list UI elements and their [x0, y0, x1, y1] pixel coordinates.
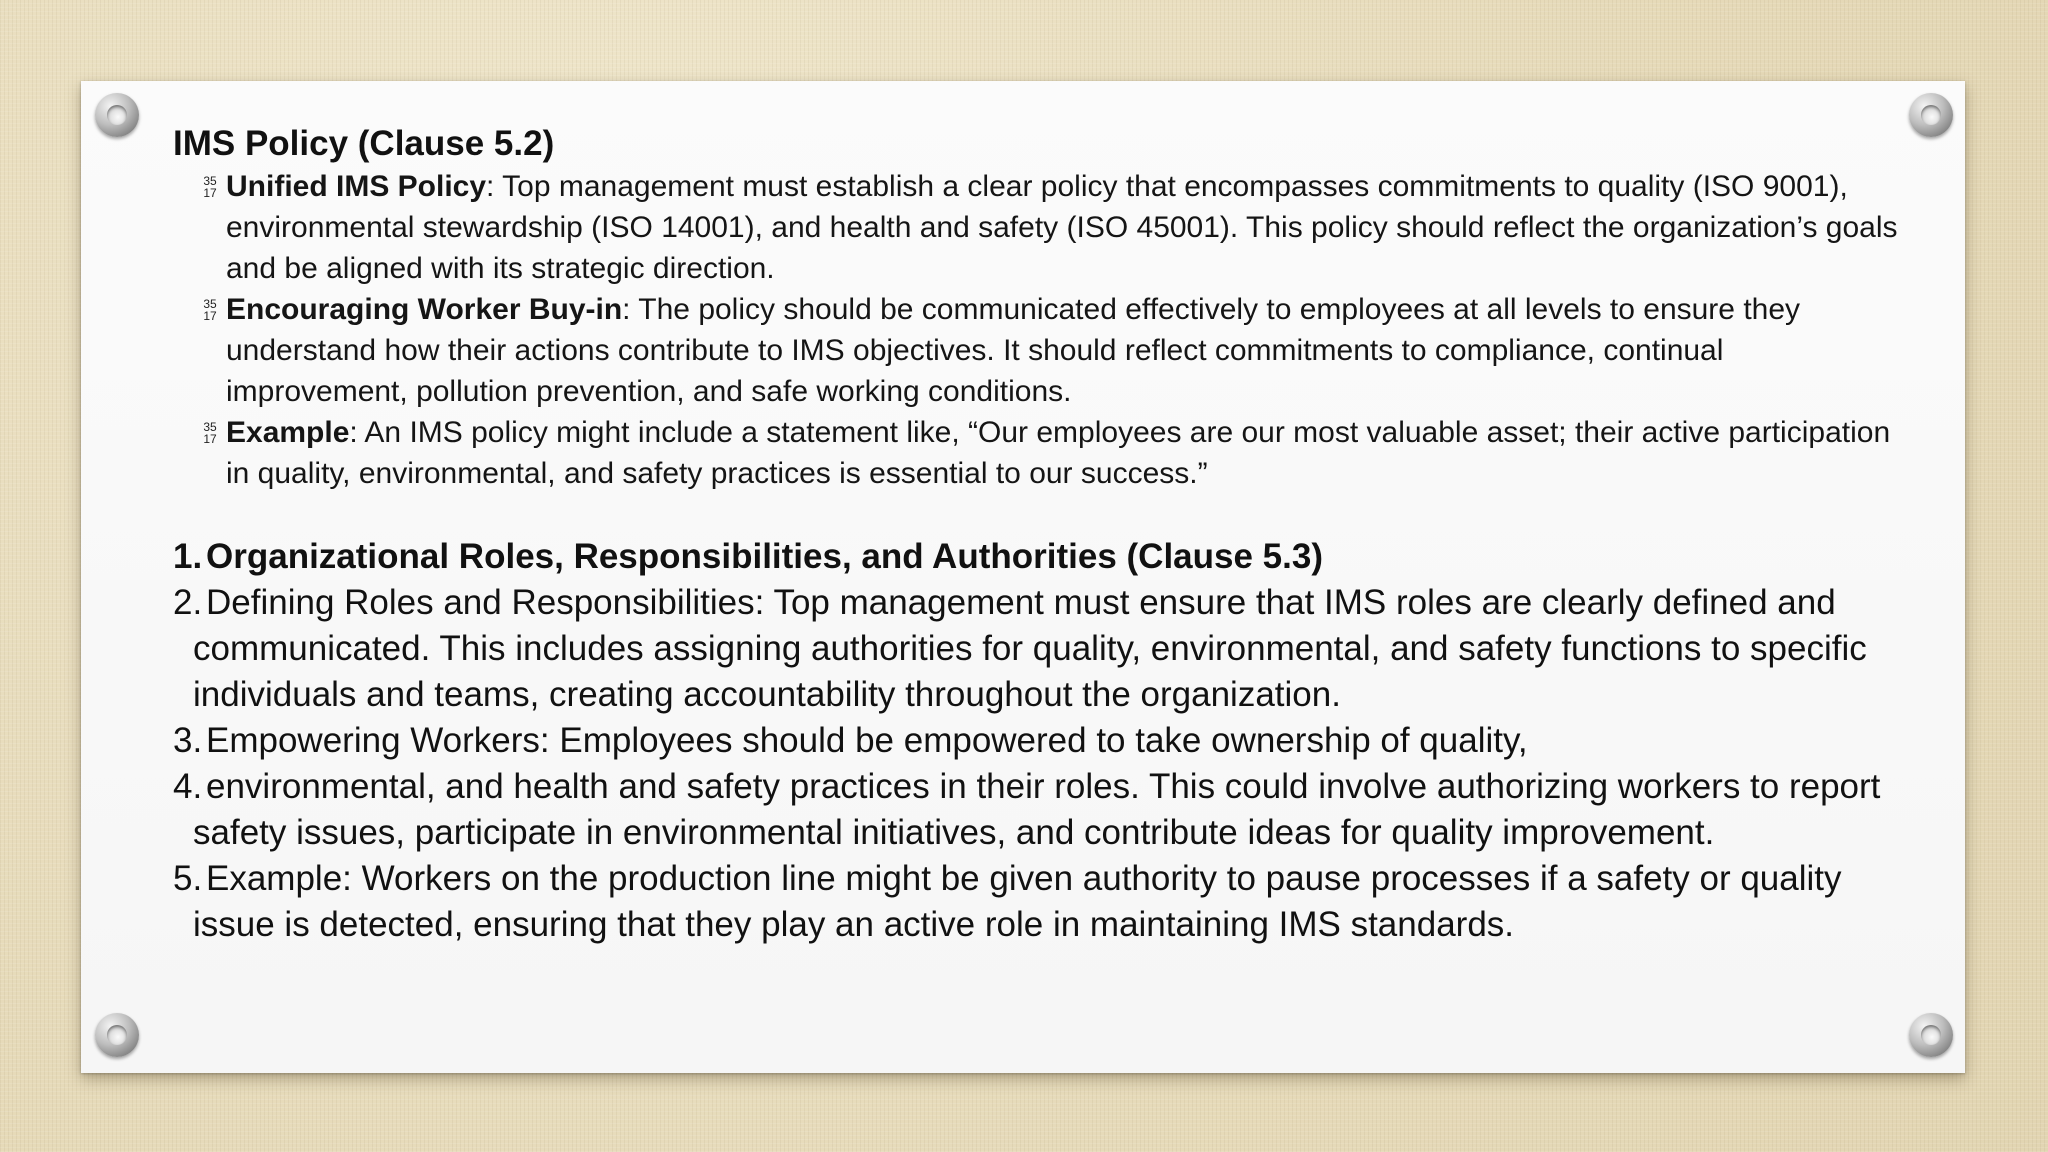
bullet-marker-icon: 35 17 [203, 174, 217, 200]
roles-numbered-list [173, 534, 1913, 948]
grommet-top-right-icon [1909, 93, 1953, 137]
bullet-marker-icon: 35 17 [203, 420, 217, 446]
grommet-top-left-icon [95, 93, 139, 137]
grommet-bottom-left-icon [95, 1013, 139, 1057]
numbered-item-empowering-workers [173, 718, 1913, 764]
slide-content [173, 122, 1913, 948]
item-number: 1. [173, 537, 203, 576]
section-heading-ims-policy: IMS Policy (Clause 5.2) [173, 124, 555, 163]
bullet-term: Unified IMS Policy [226, 170, 487, 203]
numbered-item-defining-roles [173, 580, 1913, 718]
bullet-text: : Top management must establish a clear policy that encompasses commitments to quality (ISO 9001), environmental stewardship (ISO 14001), and health and safety (ISO 45001). This policy should reflect the organization’s goals and be aligned with its strategic direction. [226, 170, 1898, 285]
bullet-term: Encouraging Worker Buy-in [226, 293, 623, 326]
numbered-item-example [173, 856, 1913, 948]
bullet-unified-ims-policy [173, 166, 1913, 289]
numbered-item-environmental [173, 764, 1913, 856]
item-number: 4. [173, 767, 203, 806]
item-number: 2. [173, 583, 203, 622]
policy-bullet-list [173, 166, 1913, 494]
item-text: Empowering Workers: Employees should be empowered to take ownership of quality, [206, 721, 1528, 760]
bullet-term: Example [226, 416, 350, 449]
item-number: 3. [173, 721, 203, 760]
item-text: environmental, and health and safety practices in their roles. This could involve authorizing workers to report safety issues, participate in environmental initiatives, and contribute ideas for quality improvement. [193, 767, 1881, 852]
item-text: Example: Workers on the production line might be given authority to pause processes if a safety or quality issue is detected, ensuring that they play an active role in maintaining IMS standards. [193, 859, 1842, 944]
numbered-item-roles-heading [173, 534, 1913, 580]
bullet-text: : An IMS policy might include a statement like, “Our employees are our most valuable asset; their active participation in quality, environmental, and safety practices is essential to our success.” [226, 416, 1891, 490]
item-number: 5. [173, 859, 203, 898]
item-text: Organizational Roles, Responsibilities, and Authorities (Clause 5.3) [206, 537, 1323, 576]
section-spacer [173, 494, 1913, 534]
bullet-marker-icon: 35 17 [203, 297, 217, 323]
bullet-encouraging-worker-buy-in [173, 289, 1913, 412]
bullet-text: : The policy should be communicated effectively to employees at all levels to ensure they understand how their actions contribute to IMS objectives. It should reflect commitments to compliance, continual improvement, pollution prevention, and safe working conditions. [226, 293, 1801, 408]
item-text: Defining Roles and Responsibilities: Top management must ensure that IMS roles are clearly defined and communicated. This includes assigning authorities for quality, environmental, and safety functions to specific individuals and teams, creating accountability throughout the organization. [193, 583, 1867, 714]
bullet-example [173, 412, 1913, 494]
grommet-bottom-right-icon [1909, 1013, 1953, 1057]
